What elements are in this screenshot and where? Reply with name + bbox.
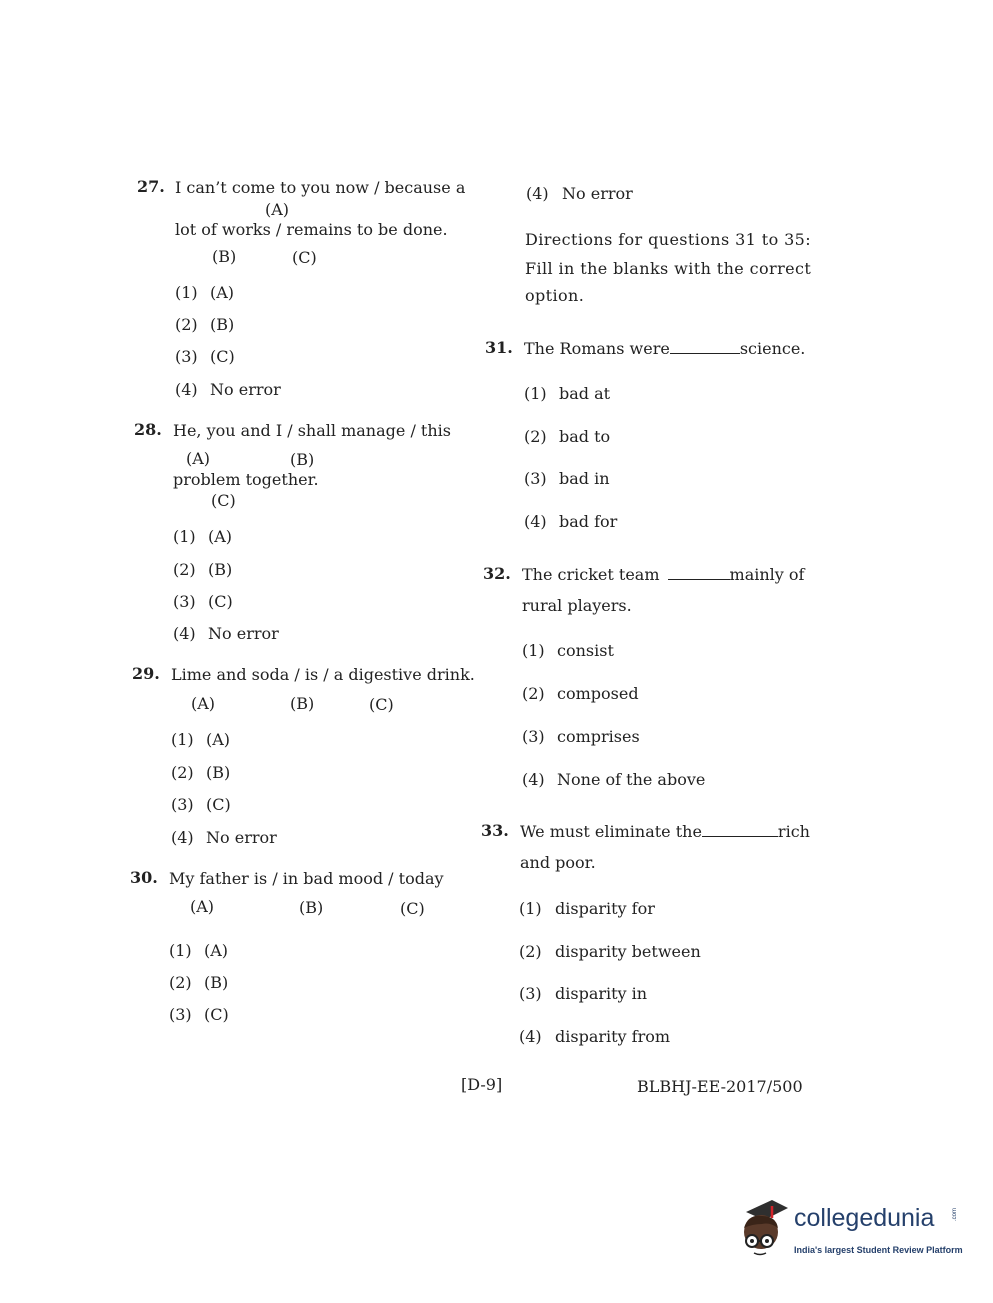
q29-number: 29. [132,664,160,683]
logo-tagline: India's largest Student Review Platform [794,1245,963,1255]
q28-option-1-text: (A) [208,527,233,546]
q28-number: 28. [134,420,162,439]
q31-option-4-number: (4) [524,512,547,531]
q31-option-3-text: bad in [559,469,610,488]
logo-com-text: .com [952,1208,958,1222]
q30-option-4-text: No error [562,184,633,203]
q30-option-1-number: (1) [169,941,192,960]
q33-stem-after: rich [777,822,810,841]
q29-option-1-text: (A) [206,730,231,749]
q32-stem-after: mainly of [729,565,805,584]
q29-label-a: (A) [191,694,216,713]
q28-option-1-number: (1) [173,527,196,546]
q27-label-b: (B) [212,247,237,266]
q29-label-b: (B) [290,694,315,713]
q31-stem-after: science. [739,339,806,358]
q33-option-1-number: (1) [519,899,542,918]
q33-stem-line2: and poor. [520,853,596,872]
footer-page-number: [D-9] [461,1075,503,1094]
q27-option-4-number: (4) [175,380,198,399]
q28-stem-line2: problem together. [173,470,319,489]
logo-brand-text: collegedunia [794,1204,935,1232]
q31-option-4-text: bad for [559,512,618,531]
q27-stem-line1: I can’t come to you now / because a [175,178,466,197]
q29-option-3-text: (C) [206,795,231,814]
q27-option-4-text: No error [210,380,281,399]
q32-option-4-number: (4) [522,770,545,789]
q30-option-1-text: (A) [204,941,229,960]
q33-number: 33. [481,821,509,840]
q32-stem [522,567,804,583]
q29-option-1-number: (1) [171,730,194,749]
q28-stem-line1: He, you and I / shall manage / this [173,421,451,440]
q29-option-2-text: (B) [206,763,231,782]
q33-stem-before: We must eliminate the [520,822,702,841]
q33-option-2-number: (2) [519,942,542,961]
q27-option-2-number: (2) [175,315,198,334]
q33-option-4-number: (4) [519,1027,542,1046]
q33-option-1-text: disparity for [555,899,655,918]
footer-paper-code: BLBHJ-EE-2017/500 [637,1077,803,1096]
q30-number: 30. [130,868,158,887]
q29-stem-line1: Lime and soda / is / a digestive drink. [171,665,475,684]
q33-stem [520,824,810,840]
q32-option-3-number: (3) [522,727,545,746]
q29-option-2-number: (2) [171,763,194,782]
q27-option-2-text: (B) [210,315,235,334]
q31-stem-before: The Romans were [524,339,670,358]
q27-option-3-text: (C) [210,347,235,366]
q32-option-3-text: comprises [557,727,640,746]
q30-option-3-text: (C) [204,1005,229,1024]
q28-option-3-text: (C) [208,592,233,611]
q31-option-3-number: (3) [524,469,547,488]
q32-option-2-number: (2) [522,684,545,703]
q33-option-2-text: disparity between [555,942,701,961]
q30-option-4-number: (4) [526,184,549,203]
q27-option-3-number: (3) [175,347,198,366]
q32-stem-before: The cricket team [522,565,660,584]
directions-line3: option. [525,286,585,305]
q28-option-2-text: (B) [208,560,233,579]
directions-line2: Fill in the blanks with the correct [525,259,812,278]
q31-option-2-text: bad to [559,427,611,446]
q27-stem-line2: lot of works / remains to be done. [175,220,448,239]
q30-label-a: (A) [190,897,215,916]
q28-label-b: (B) [290,450,315,469]
q29-option-3-number: (3) [171,795,194,814]
q27-label-a: (A) [265,200,290,219]
q32-option-4-text: None of the above [557,770,706,789]
mascot-icon [736,1196,794,1262]
q27-option-1-number: (1) [175,283,198,302]
q28-label-c: (C) [211,491,236,510]
q27-option-1-text: (A) [210,283,235,302]
q32-option-2-text: composed [557,684,639,703]
q30-label-c: (C) [400,899,425,918]
q28-option-3-number: (3) [173,592,196,611]
q27-number: 27. [137,177,165,196]
q31-stem [524,341,805,357]
q30-stem-line1: My father is / in bad mood / today [169,869,444,888]
q33-option-3-number: (3) [519,984,542,1003]
q32-stem-line2: rural players. [522,596,632,615]
q30-label-b: (B) [299,898,324,917]
q27-label-c: (C) [292,248,317,267]
q31-option-1-text: bad at [559,384,611,403]
q28-option-2-number: (2) [173,560,196,579]
q32-number: 32. [483,564,511,583]
q31-blank [670,341,740,354]
q32-blank [668,567,730,580]
q33-option-3-text: disparity in [555,984,648,1003]
q31-option-1-number: (1) [524,384,547,403]
collegedunia-logo [736,1196,966,1262]
q32-option-1-text: consist [557,641,614,660]
q33-option-4-text: disparity from [555,1027,671,1046]
directions-line1: Directions for questions 31 to 35: [525,230,812,249]
q30-option-2-number: (2) [169,973,192,992]
q30-option-3-number: (3) [169,1005,192,1024]
q29-label-c: (C) [369,695,394,714]
q32-option-1-number: (1) [522,641,545,660]
q28-option-4-number: (4) [173,624,196,643]
q31-option-2-number: (2) [524,427,547,446]
q29-option-4-text: No error [206,828,277,847]
q31-number: 31. [485,338,513,357]
q28-label-a: (A) [186,449,211,468]
q33-blank [702,824,778,837]
q28-option-4-text: No error [208,624,279,643]
q30-option-2-text: (B) [204,973,229,992]
q29-option-4-number: (4) [171,828,194,847]
